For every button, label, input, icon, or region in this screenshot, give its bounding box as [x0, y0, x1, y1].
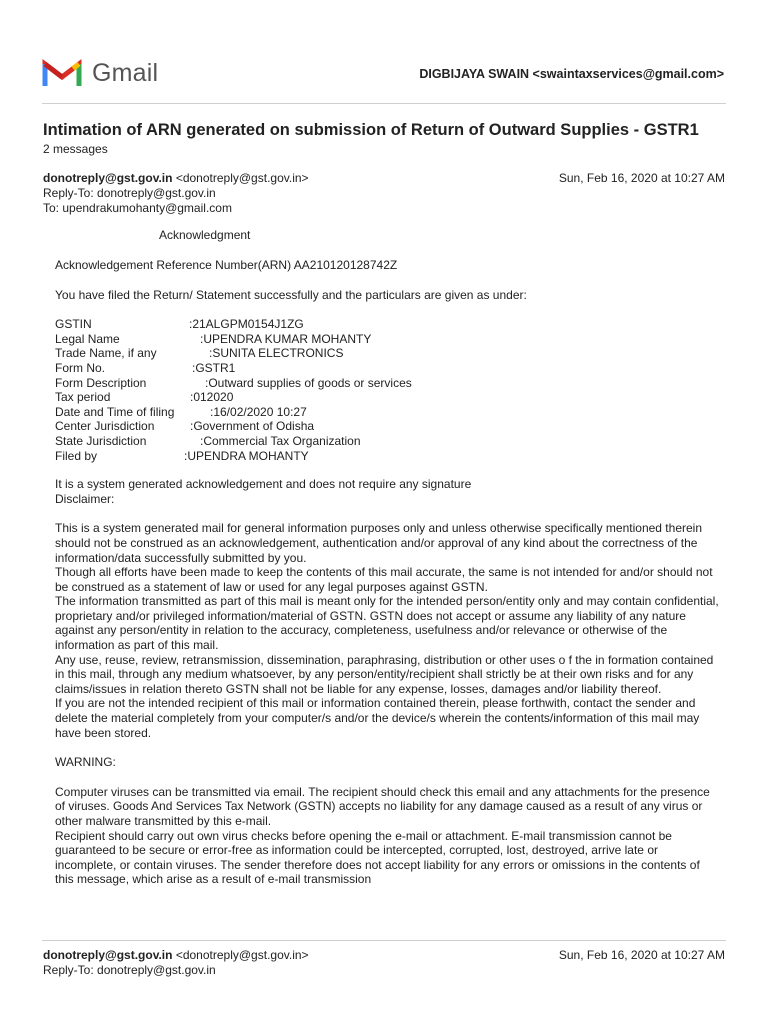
message-divider [42, 940, 726, 941]
particular-value: :Commercial Tax Organization [200, 433, 361, 448]
print-header [0, 0, 768, 100]
disclaimer-paragraph: This is a system generated mail for general information purposes only and unless otherwise specifically mentioned therein should not be construed as an acknowledgement, authentication and/or approval of any kind about the correctness of the information/data successfully submitted by you. [55, 521, 702, 565]
particular-label: Trade Name, if any [55, 346, 157, 361]
particular-value: :21ALGPM0154J1ZG [189, 317, 304, 332]
warning-paragraph: Recipient should carry out own virus checks before opening the e-mail or attachment. E-mail transmission cannot be guaranteed to be secure or error-free as information could be intercepted, corrupted, lost, destroyed, arrive late or incomplete, or contain viruses. The sender therefore does not accept liability for any errors or omissions in the contents of this message, which arise as a result of e-mail transmission [55, 828, 700, 887]
particular-value: :Outward supplies of goods or services [205, 375, 412, 390]
message-date: Sun, Feb 16, 2020 at 10:27 AM [558, 948, 725, 962]
gmail-wordmark: Gmail [92, 58, 159, 87]
particular-row [55, 332, 720, 347]
particular-value: :16/02/2020 10:27 [210, 404, 307, 419]
particular-row [55, 361, 720, 376]
filed-intro: You have filed the Return/ Statement successfully and the particulars are given as under: [55, 287, 527, 302]
particular-row [55, 346, 720, 361]
message-header [43, 171, 727, 216]
particular-value: :Government of Odisha [190, 419, 315, 434]
system-note: It is a system generated acknowledgement and does not require any signature [55, 477, 472, 492]
gmail-m-icon [42, 58, 82, 88]
acknowledgment-title: Acknowledgment [159, 228, 251, 242]
arn-line: Acknowledgement Reference Number(ARN) AA210120128742Z [55, 258, 398, 272]
particular-row [55, 419, 720, 434]
particular-row [55, 317, 720, 332]
reply-to: Reply-To: donotreply@gst.gov.in [43, 963, 216, 977]
header-divider [42, 103, 726, 104]
particular-value: :012020 [190, 390, 234, 405]
particular-row [55, 449, 720, 464]
particular-label: State Jurisdiction [55, 433, 147, 448]
disclaimer-paragraph: Though all efforts have been made to keep the contents of this mail accurate, the same is not intended for and/or should not be construed as a statement of law or used for any legal purposes against GSTN. [55, 565, 713, 594]
particular-label: Tax period [55, 390, 111, 405]
sender-address: <donotreply@gst.gov.in> [175, 948, 309, 962]
particular-value: :SUNITA ELECTRONICS [209, 346, 344, 361]
particular-row [55, 434, 720, 449]
thread-subject: Intimation of ARN generated on submission of Return of Outward Supplies - GSTR1 [43, 121, 699, 139]
particular-label: GSTIN [55, 317, 92, 332]
disclaimer-label: Disclaimer: [55, 491, 115, 506]
disclaimer-text [55, 521, 720, 740]
recipient: To: upendrakumohanty@gmail.com [43, 201, 232, 215]
gmail-logo[interactable] [42, 58, 158, 88]
message-count: 2 messages [43, 142, 108, 156]
disclaimer-paragraph: The information transmitted as part of this mail is meant only for the intended person/entity only and may contain confidential, proprietary and/or privileged information/material of GSTN. GSTN does not accept or assume any liability of any nature against any person/entity in relation to the accuracy, completeness, usefulness and/or relevance or otherwise of the information as part of this mail. [55, 594, 719, 653]
particular-value: :UPENDRA KUMAR MOHANTY [200, 331, 372, 346]
particular-label: Form No. [55, 360, 106, 375]
particular-value: :GSTR1 [192, 360, 236, 375]
reply-to: Reply-To: donotreply@gst.gov.in [43, 186, 216, 200]
message-date: Sun, Feb 16, 2020 at 10:27 AM [558, 171, 725, 185]
particular-label: Form Description [55, 375, 147, 390]
particulars-list [55, 317, 720, 463]
particular-value: :UPENDRA MOHANTY [184, 448, 309, 463]
sender-name: donotreply@gst.gov.in [43, 948, 173, 962]
particular-row [55, 405, 720, 420]
account-label: DIGBIJAYA SWAIN <swaintaxservices@gmail.com> [419, 67, 724, 81]
disclaimer-paragraph: Any use, reuse, review, retransmission, dissemination, paraphrasing, distribution or other uses o f the in formation contained in this mail, through any medium whatsoever, by any person/entity/recipient shall strictly be at their own risks and for any claims/issues in relation thereto GSTN shall not be liable for any expense, losses, damages and/or liability thereof. [55, 652, 714, 696]
sender-address: <donotreply@gst.gov.in> [175, 171, 309, 185]
particular-row [55, 376, 720, 391]
warning-paragraph: Computer viruses can be transmitted via email. The recipient should check this email and any attachments for the presence of viruses. Goods And Services Tax Network (GSTN) accepts no liability for any damage caused as a result of any virus or other malware transmitted by this e-mail. [55, 784, 710, 828]
particular-row [55, 390, 720, 405]
disclaimer-paragraph: If you are not the intended recipient of this mail or information contained therein, please forthwith, contact the sender and delete the material completely from your computer/s and/or the device/s wherein the contents/information of this mail may have been stored. [55, 696, 700, 740]
warning-text [55, 785, 720, 887]
particular-label: Filed by [55, 448, 98, 463]
particular-label: Center Jurisdiction [55, 419, 155, 434]
particular-label: Legal Name [55, 331, 120, 346]
warning-label: WARNING: [55, 755, 116, 770]
message-header [43, 948, 727, 978]
sender-name: donotreply@gst.gov.in [43, 171, 173, 185]
particular-label: Date and Time of filing [55, 404, 175, 419]
message-body [55, 228, 720, 887]
